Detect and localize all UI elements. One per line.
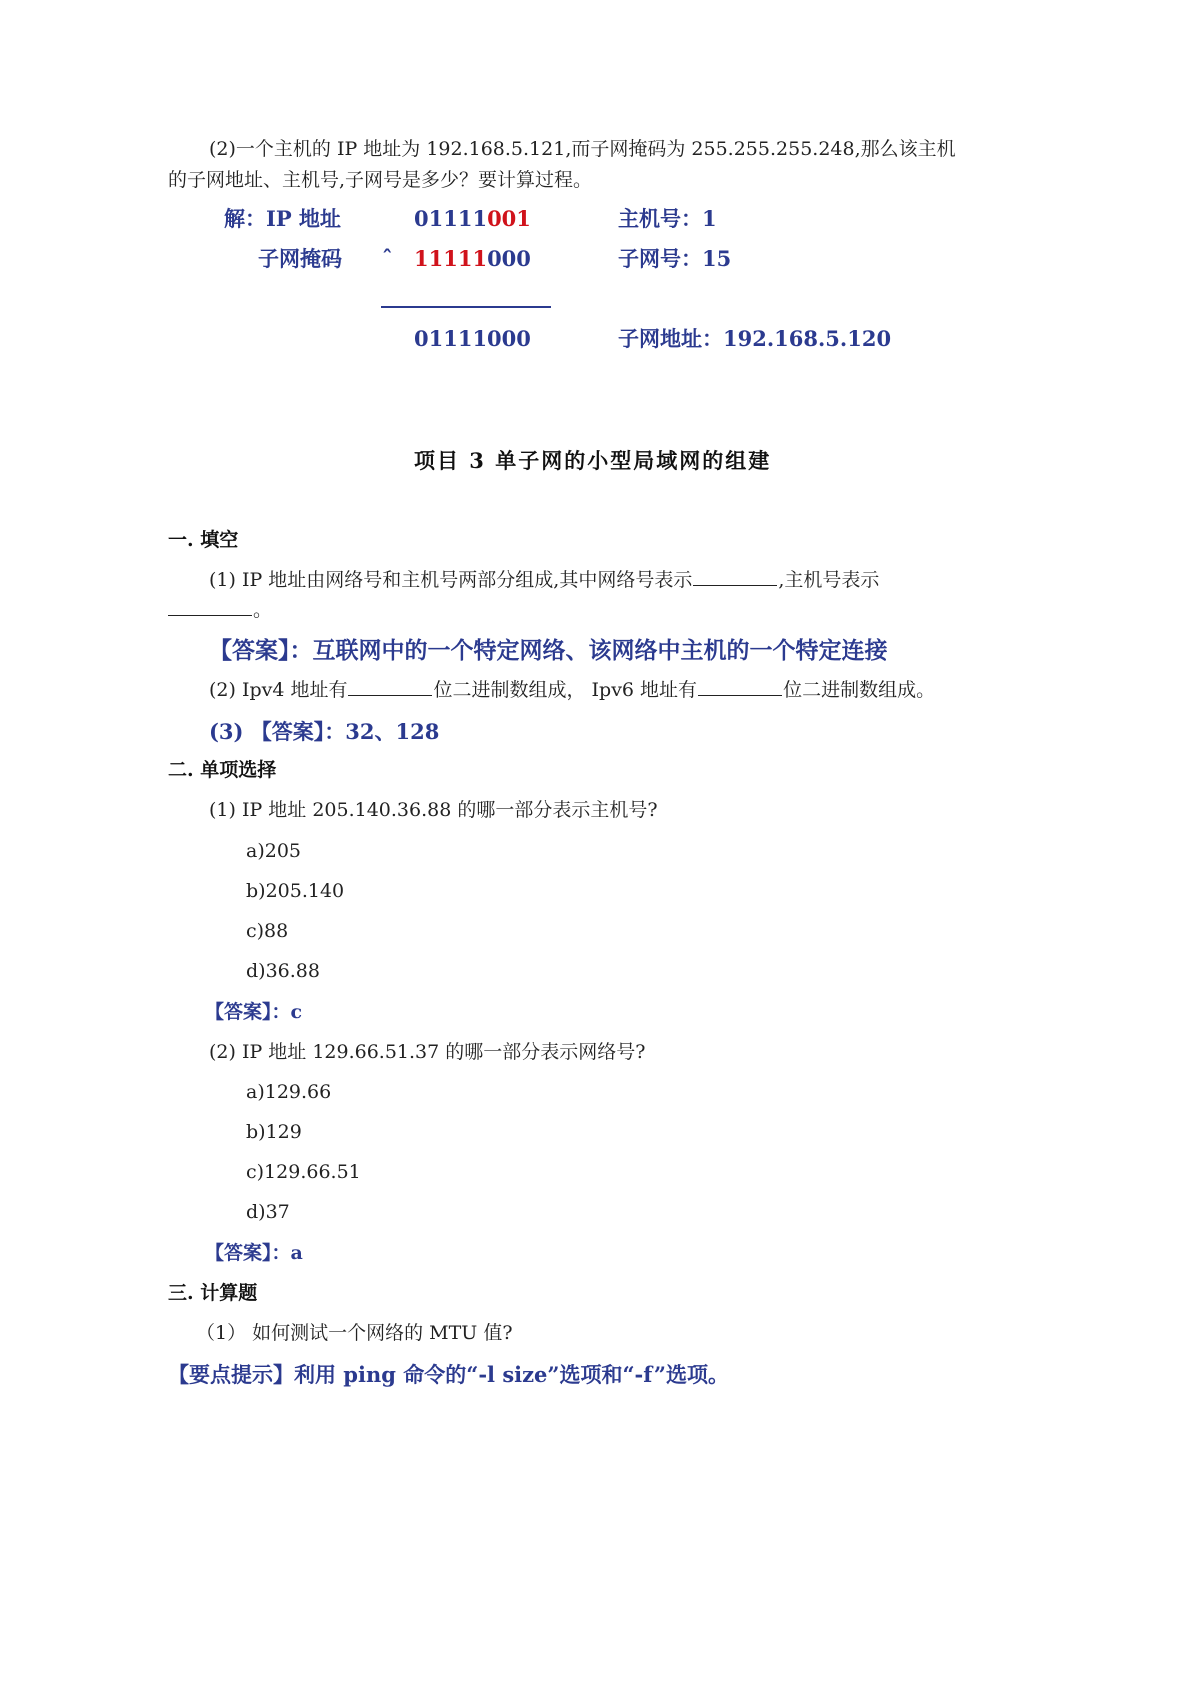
choice-question-2: (2) IP 地址 129.66.51.37 的哪一部分表示网络号? (209, 1041, 646, 1063)
option-item: c)88 (246, 920, 289, 942)
option-item: b)129 (246, 1121, 302, 1143)
option-item: c)129.66.51 (246, 1161, 361, 1183)
calc-divider-line (381, 306, 551, 308)
answer-choice-2: 【答案】：a (205, 1242, 303, 1264)
answer-1: 【答案】：互联网中的一个特定网络、该网络中主机的一个特定连接 (209, 637, 888, 664)
hint-text: 【要点提示】利用 ping 命令的“-l size”选项和“-f”选项。 (168, 1362, 729, 1387)
option-item: d)37 (246, 1201, 290, 1223)
fill-question-1-cont: 。 (168, 601, 272, 620)
option-item: a)205 (246, 840, 302, 862)
choice-question-1: (1) IP 地址 205.140.36.88 的哪一部分表示主机号? (209, 799, 658, 821)
fill-question-1: (1) IP 地址由网络号和主机号两部分组成,其中网络号表示 ,主机号表示 (209, 569, 880, 591)
option-item: a)129.66 (246, 1081, 332, 1103)
answer-blank (168, 614, 252, 616)
section-heading-fill-blank: 一. 填空 (168, 529, 239, 551)
page-title: 项目 3 单子网的小型局域网的组建 (414, 448, 772, 473)
calc-question-1: （1） 如何测试一个网络的 MTU 值? (196, 1322, 513, 1344)
answer-2: (3) 【答案】：32、128 (209, 719, 440, 744)
ip-binary: 01111001 (414, 206, 531, 231)
solution-label-mask: 子网掩码 (258, 246, 342, 271)
option-item: b)205.140 (246, 880, 345, 902)
answer-choice-1: 【答案】：c (205, 1001, 303, 1023)
and-symbol: ˆ (382, 246, 393, 271)
subnet-address: 子网地址：192.168.5.120 (618, 326, 892, 351)
question-text: (2)一个主机的 IP 地址为 192.168.5.121,而子网掩码为 255.255.255.248,那么该主机 (209, 138, 956, 160)
answer-blank (348, 694, 432, 696)
section-heading-calculation: 三. 计算题 (168, 1282, 258, 1304)
mask-binary: 11111000 (414, 246, 531, 271)
fill-question-2: (2) Ipv4 地址有 位二进制数组成， Ipv6 地址有 位二进制数组成。 (209, 679, 936, 701)
host-number: 主机号：1 (618, 206, 717, 231)
question-text-cont: 的子网地址、主机号,子网号是多少？要计算过程。 (168, 169, 593, 191)
solution-label-ip: 解：IP 地址 (224, 206, 341, 231)
answer-blank (693, 584, 777, 586)
subnet-number: 子网号：15 (618, 246, 732, 271)
section-heading-single-choice: 二. 单项选择 (168, 759, 277, 781)
result-binary: 01111000 (414, 326, 531, 351)
answer-blank (698, 694, 782, 696)
option-item: d)36.88 (246, 960, 320, 982)
